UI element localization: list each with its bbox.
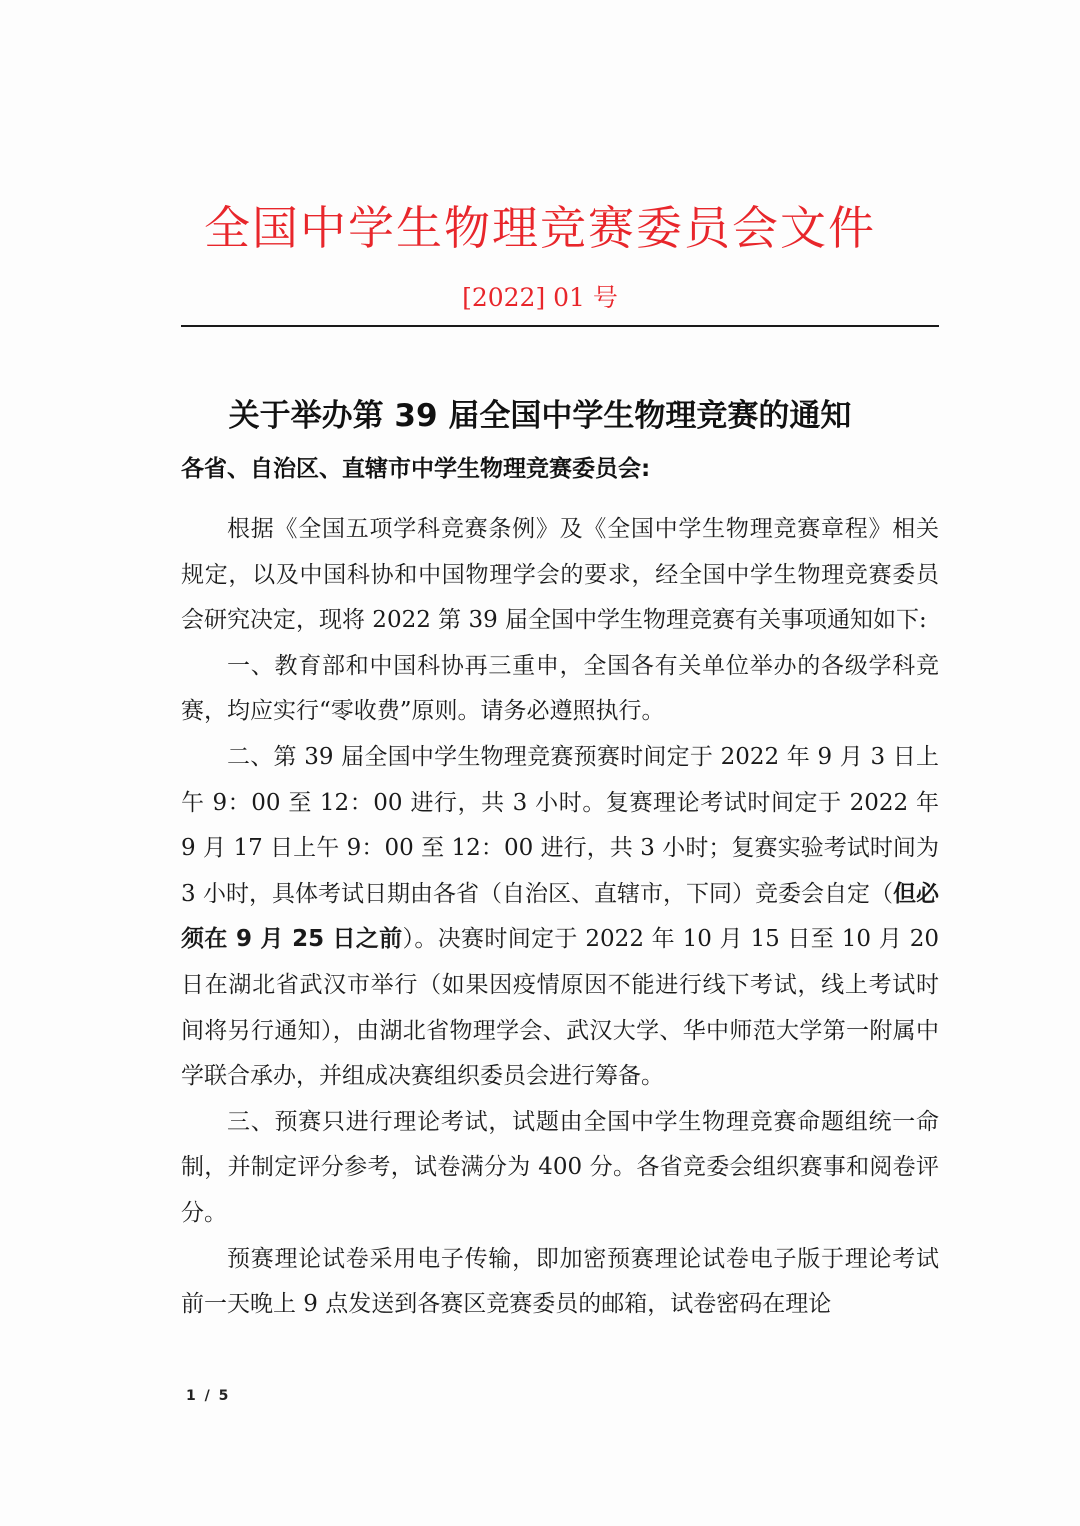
header-divider <box>181 325 939 327</box>
paragraph-item-1: 一、教育部和中国科协再三重申，全国各有关单位举办的各级学科竞赛，均应实行“零收费”原则。请务必遵照执行。 <box>181 652 939 725</box>
paragraph-item-2 <box>181 735 939 1100</box>
paragraph-item-2-deadline: 但必须在 9 月 25 日之前 <box>181 880 940 953</box>
paragraph-item-2-part-1: 二、第 39 届全国中学生物理竞赛预赛时间定于 2022 年 9 月 3 日上午 9：00 至 12：00 进行，共 3 小时。复赛理论考试时间定于 2022 年 9 月 17 日上午 9：00 至 12：00 进行，共 3 小时；复赛实验考试时间为 3 小时，具体考试日期由各省（自治区、直辖市，下同）竞委会自定（ <box>181 743 939 907</box>
paragraph-item-3: 三、预赛只进行理论考试，试题由全国中学生物理竞赛命题组统一命制，并制定评分参考，试卷满分为 400 分。各省竞委会组织赛事和阅卷评分。 <box>181 1108 939 1226</box>
document-header-title: 全国中学生物理竞赛委员会文件 <box>204 201 876 255</box>
body-text <box>181 507 939 1328</box>
paragraph-item-2-part-2: ）。决赛时间定于 2022 年 10 月 15 日至 10 月 20 日在湖北省武汉市举行（如果因疫情原因不能进行线下考试，线上考试时间将另行通知），由湖北省物理学会、武汉大学、华中师范大学第一附属中学联合承办，并组成决赛组织委员会进行筹备。 <box>181 926 939 1090</box>
paragraph-intro: 根据《全国五项学科竞赛条例》及《全国中学生物理竞赛章程》相关规定，以及中国科协和中国物理学会的要求，经全国中学生物理竞赛委员会研究决定，现将 2022 第 39 届全国中学生物理竞赛有关事项通知如下: <box>181 516 939 634</box>
document-number: [2022] 01 号 <box>462 283 618 312</box>
paragraph-exam-transfer: 预赛理论试卷采用电子传输，即加密预赛理论试卷电子版于理论考试前一天晚上 9 点发送到各赛区竞赛委员的邮箱，试卷密码在理论 <box>181 1245 939 1318</box>
page-number: 1 / 5 <box>186 1388 231 1404</box>
salutation: 各省、自治区、直辖市中学生物理竞赛委员会: <box>181 456 651 482</box>
notice-title: 关于举办第 39 届全国中学生物理竞赛的通知 <box>228 398 852 434</box>
